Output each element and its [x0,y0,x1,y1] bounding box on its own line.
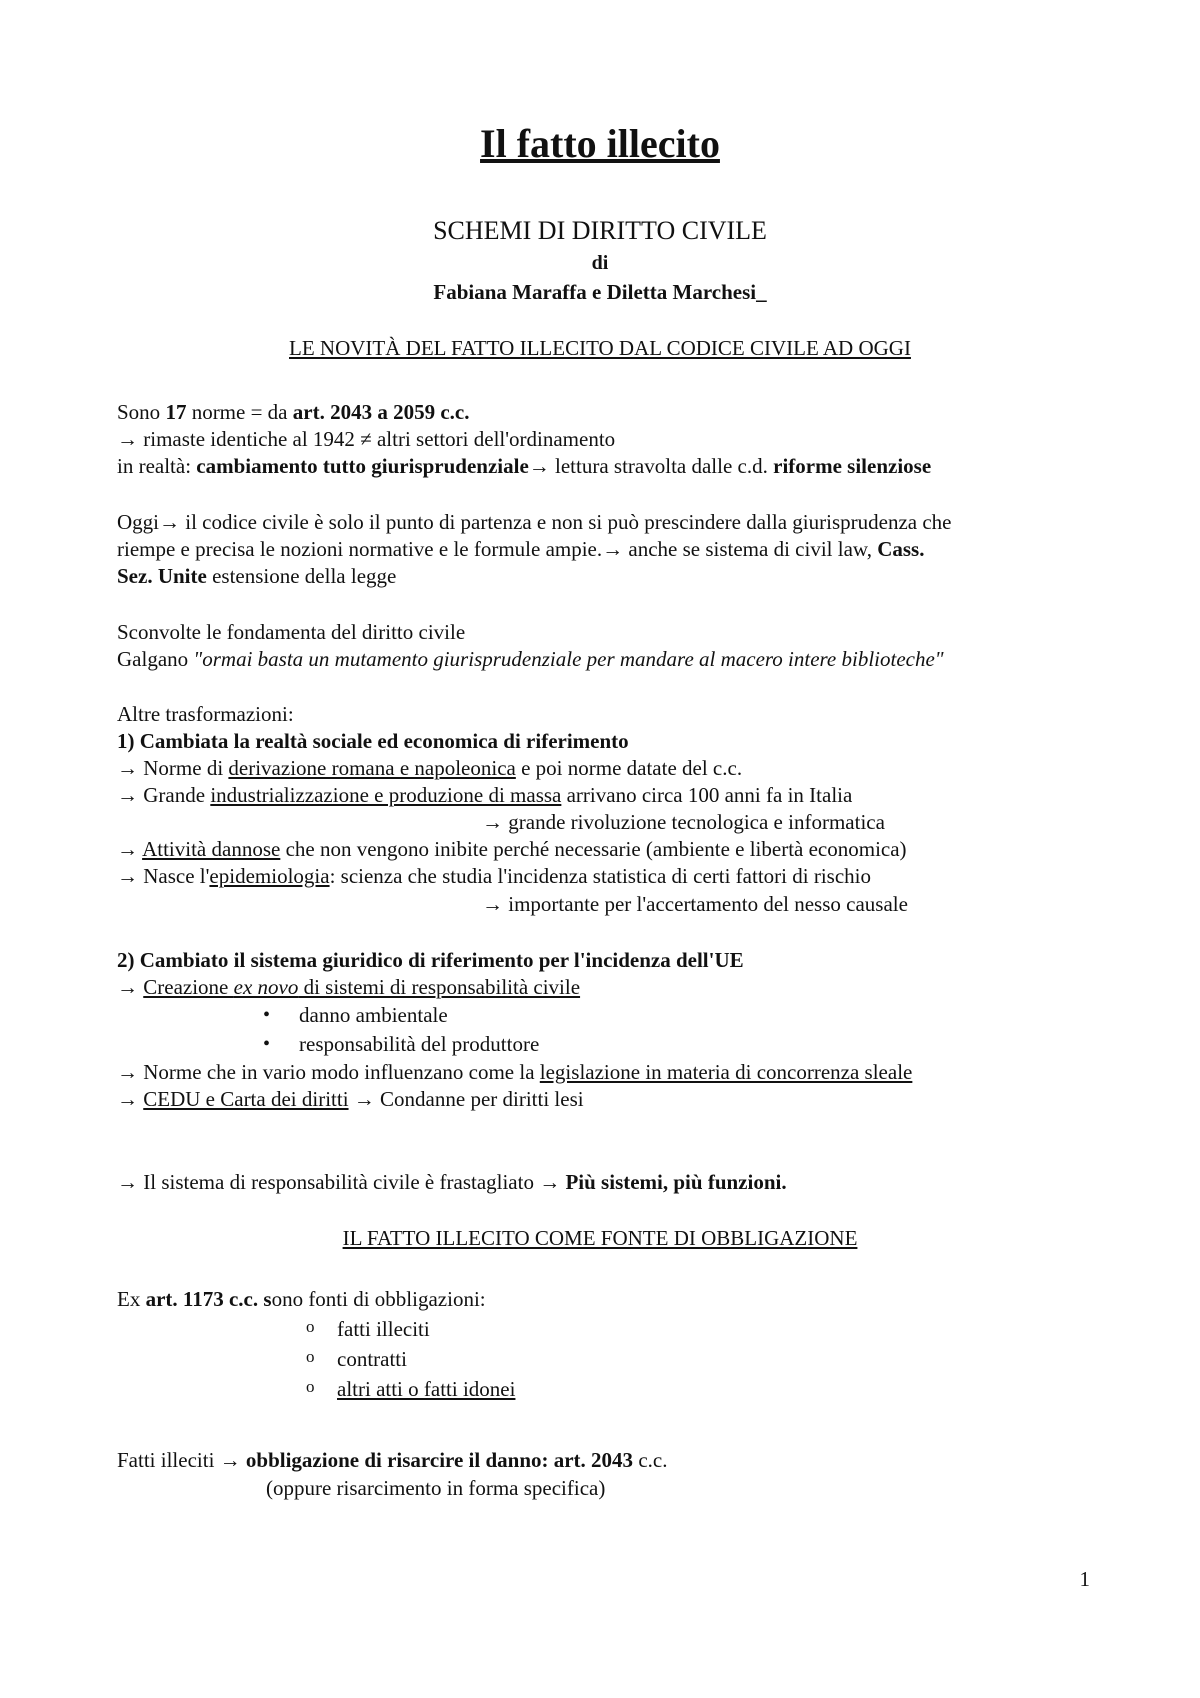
text-span: c.c. [633,1448,668,1472]
bullet-icon: • [263,1033,271,1055]
circle-bullet-icon: o [306,1347,315,1366]
text-span: Galgano [117,647,194,671]
paragraph-line: Sconvolte le fondamenta del diritto civile [117,620,466,644]
text-span: riempe e precisa le nozioni normative e le formule ampie.→ anche se sistema di civil law, [117,537,878,561]
paragraph-line [117,562,396,590]
paragraph-line: → importante per l'accertamento del nesso causale [482,892,908,916]
page-number: 1 [1079,1567,1090,1591]
text-span: in realtà: [117,454,197,478]
paragraph-line [117,1168,787,1196]
paragraph-line [117,862,871,890]
text-span: → Il sistema di responsabilità civile è frastagliato → [117,1170,566,1194]
paragraph-line [117,973,580,1001]
text-span: che non vengono inibite perché necessarie (ambiente e libertà economica) [280,837,907,861]
text-span: Fatti illeciti → [117,1448,246,1472]
text-span: → Norme che in vario modo influenzano come la [117,1060,540,1084]
paragraph-line [117,835,907,863]
text-span: → [117,1087,144,1111]
text-span: industrializzazione e produzione di massa [210,783,562,807]
text-span: Cass. [877,537,925,561]
text-span: Sez. Unite [117,564,207,588]
text-span: Creazione [143,975,234,999]
paragraph-line: → rimaste identiche al 1942 ≠ altri settori dell'ordinamento [117,427,616,451]
paragraph-line [117,1446,667,1474]
paragraph-line: Oggi→ il codice civile è solo il punto di partenza e non si può prescindere dalla giurisprudenza che [117,510,952,534]
paragraph-line [117,754,742,782]
paragraph-line [117,645,944,673]
section-heading-novita: LE NOVITÀ DEL FATTO ILLECITO DAL CODICE CIVILE AD OGGI [289,336,911,360]
paragraph-line [117,1085,584,1113]
text-span: epidemiologia [209,864,330,888]
circle-bullet-icon: o [306,1377,315,1396]
text-span: cambiamento tutto giurisprudenziale [196,454,529,478]
text-span: → lettura stravolta dalle c.d. [528,454,774,478]
text-span: art. 2043 a 2059 c.c. [292,400,470,424]
text-span: estensione della legge [206,564,397,588]
list-item: fatti illeciti [337,1317,430,1341]
paragraph-line [117,398,469,426]
quote: "ormai basta un mutamento giurisprudenziale per mandare al macero intere biblioteche" [193,647,944,671]
paragraph-line [117,1058,912,1086]
section-heading-fonte: IL FATTO ILLECITO COME FONTE DI OBBLIGAZIONE [342,1226,858,1250]
text-span: CEDU e Carta dei diritti [143,1087,349,1111]
text-span: 17 [165,400,187,424]
subheading-2: 2) Cambiato il sistema giuridico di riferimento per l'incidenza dell'UE [117,948,744,972]
text-span: → Condanne per diritti lesi [348,1087,584,1111]
document-subtitle: SCHEMI DI DIRITTO CIVILE [433,216,767,245]
subheading-1: 1) Cambiata la realtà sociale ed economica di riferimento [117,729,629,753]
text-span: di sistemi di responsabilità civile [298,975,581,999]
list-item: responsabilità del produttore [299,1032,540,1056]
list-item: danno ambientale [299,1003,448,1027]
list-item: altri atti o fatti idonei [337,1377,516,1401]
paragraph-line: → grande rivoluzione tecnologica e informatica [482,810,885,834]
paragraph-line [117,781,852,809]
text-span: ex novo [233,975,299,999]
authors: Fabiana Maraffa e Diletta Marchesi_ [433,280,767,304]
text-span: → Grande [117,783,211,807]
text-span: legislazione in materia di concorrenza sleale [539,1060,913,1084]
paragraph-line: Altre trasformazioni: [117,702,294,726]
document-title: Il fatto illecito [480,121,720,166]
text-span: obbligazione di risarcire il danno: art. 2043 [245,1448,634,1472]
paragraph-line [117,535,924,563]
text-span: e poi norme datate del c.c. [515,756,743,780]
text-span: riforme silenziose [773,454,932,478]
text-span: → Norme di [117,756,229,780]
text-span: derivazione romana e napoleonica [228,756,516,780]
bullet-icon: • [263,1004,271,1026]
text-span: norme = da [186,400,293,424]
paragraph-line [117,452,931,480]
text-span: → [117,975,144,999]
list-item: contratti [337,1347,407,1371]
text-span: Attività dannose [142,837,281,861]
text-span: ono fonti di obbligazioni: [271,1287,486,1311]
text-span: Ex [117,1287,146,1311]
text-span: Sono [117,400,166,424]
text-span: → Nasce l' [117,864,210,888]
text-span: → [117,837,143,861]
text-span [143,975,580,999]
text-span: : scienza che studia l'incidenza statistica di certi fattori di rischio [329,864,871,888]
circle-bullet-icon: o [306,1317,315,1336]
text-span: art. 1173 c.c. s [145,1287,272,1311]
paragraph-line [117,1285,486,1313]
byline-di: di [591,252,609,274]
text-span: arrivano circa 100 anni fa in Italia [561,783,853,807]
paragraph-line: (oppure risarcimento in forma specifica) [266,1476,606,1500]
text-span: Più sistemi, più funzioni. [565,1170,787,1194]
